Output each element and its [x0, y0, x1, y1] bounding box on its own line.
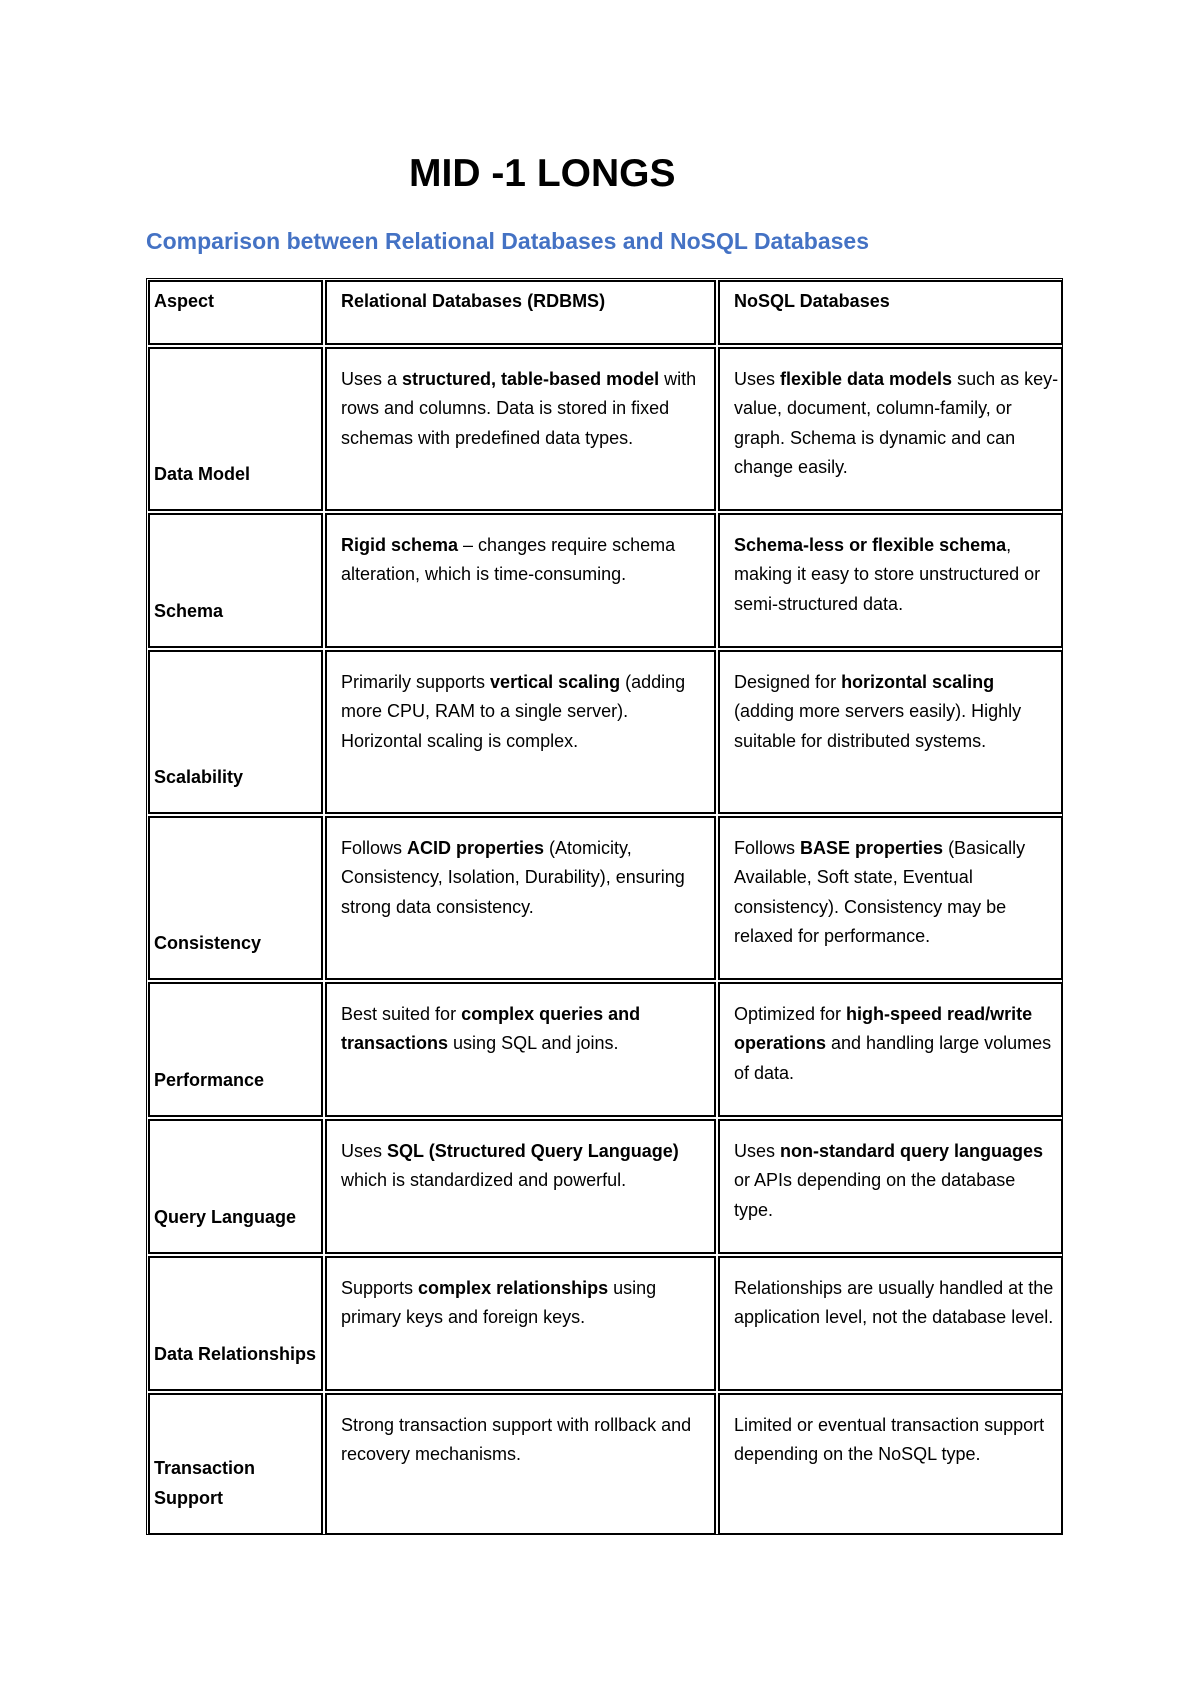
- text-run: Limited or eventual transaction support depending on the NoSQL type.: [734, 1415, 1045, 1465]
- bold-text-run: vertical scaling: [490, 672, 621, 692]
- text-run: or APIs depending on the database type.: [734, 1170, 1016, 1220]
- text-run: using primary keys and foreign keys.: [341, 1278, 657, 1328]
- table-cell-nosql: [718, 1119, 1063, 1254]
- bold-text-run: Rigid schema: [341, 535, 459, 555]
- table-cell-nosql: [718, 1256, 1063, 1391]
- bold-text-run: non-standard query languages: [780, 1141, 1044, 1161]
- table-header-nosql: NoSQL Databases: [718, 280, 1063, 345]
- bold-text-run: complex relationships: [418, 1278, 609, 1298]
- text-run: Uses a: [341, 369, 403, 389]
- bold-text-run: high-speed read/write operations: [734, 1004, 1033, 1054]
- table-cell-nosql: [718, 347, 1063, 511]
- text-run: Uses: [734, 1141, 781, 1161]
- text-run: Relationships are usually handled at the application level, not the database level.: [734, 1278, 1054, 1328]
- table-cell-rdbms: [325, 513, 716, 648]
- bold-text-run: SQL (Structured Query Language): [387, 1141, 679, 1161]
- table-cell-aspect: Scalability: [148, 650, 323, 814]
- table-cell-aspect: Transaction Support: [148, 1393, 323, 1535]
- table-cell-aspect: Data Model: [148, 347, 323, 511]
- text-run: Uses: [341, 1141, 388, 1161]
- text-run: Strong transaction support with rollback and recovery mechanisms.: [341, 1415, 692, 1465]
- table-cell-nosql: [718, 1393, 1063, 1535]
- table-cell-aspect: Performance: [148, 982, 323, 1117]
- table-cell-rdbms: [325, 1393, 716, 1535]
- text-run: with rows and columns. Data is stored in fixed schemas with predefined data types.: [341, 369, 697, 448]
- bold-text-run: horizontal scaling: [841, 672, 995, 692]
- text-run: Designed for: [734, 672, 842, 692]
- text-run: Supports: [341, 1278, 419, 1298]
- text-run: Primarily supports: [341, 672, 491, 692]
- table-cell-aspect: Data Relationships: [148, 1256, 323, 1391]
- table-cell-rdbms: [325, 650, 716, 814]
- bold-text-run: ACID properties: [407, 838, 545, 858]
- bold-text-run: complex queries and transactions: [341, 1004, 641, 1054]
- bold-text-run: structured, table-based model: [402, 369, 660, 389]
- text-run: Follows: [341, 838, 408, 858]
- text-run: (Atomicity, Consistency, Isolation, Durability), ensuring strong data consistency.: [341, 838, 685, 917]
- bold-text-run: Schema-less or flexible schema: [734, 535, 1007, 555]
- table-header-aspect: Aspect: [148, 280, 323, 345]
- table-cell-rdbms: [325, 347, 716, 511]
- table-cell-nosql: [718, 816, 1063, 980]
- table-header-rdbms: Relational Databases (RDBMS): [325, 280, 716, 345]
- table-cell-nosql: [718, 982, 1063, 1117]
- section-heading: Comparison between Relational Databases and NoSQL Databases: [146, 228, 870, 254]
- comparison-table: [146, 278, 1063, 1535]
- table-cell-aspect: Schema: [148, 513, 323, 648]
- text-run: using SQL and joins.: [448, 1033, 619, 1054]
- table-cell-nosql: [718, 513, 1063, 648]
- bold-text-run: flexible data models: [780, 369, 953, 389]
- text-run: Follows: [734, 838, 801, 858]
- text-run: (Basically Available, Soft state, Eventual consistency). Consistency may be relaxed for performance.: [734, 838, 1026, 947]
- text-run: (adding more servers easily). Highly suitable for distributed systems.: [734, 701, 1022, 751]
- text-run: such as key-value, document, column-family, or graph. Schema is dynamic and can change easily.: [734, 369, 1059, 478]
- table-cell-rdbms: [325, 1256, 716, 1391]
- text-run: (adding more CPU, RAM to a single server). Horizontal scaling is complex.: [341, 672, 686, 751]
- text-run: – changes require schema alteration, which is time-consuming.: [341, 535, 676, 585]
- text-run: Best suited for: [341, 1004, 462, 1024]
- table-cell-aspect: Consistency: [148, 816, 323, 980]
- table-cell-rdbms: [325, 982, 716, 1117]
- text-run: Optimized for: [734, 1004, 847, 1024]
- table-cell-aspect: Query Language: [148, 1119, 323, 1254]
- text-run: Uses: [734, 369, 781, 389]
- text-run: which is standardized and powerful.: [341, 1170, 627, 1191]
- text-run: , making it easy to store unstructured or semi-structured data.: [734, 535, 1041, 614]
- table-cell-nosql: [718, 650, 1063, 814]
- bold-text-run: BASE properties: [800, 838, 944, 858]
- table-cell-rdbms: [325, 1119, 716, 1254]
- text-run: and handling large volumes of data.: [734, 1033, 1052, 1083]
- table-cell-rdbms: [325, 816, 716, 980]
- page-title: MID -1 LONGS: [409, 152, 676, 195]
